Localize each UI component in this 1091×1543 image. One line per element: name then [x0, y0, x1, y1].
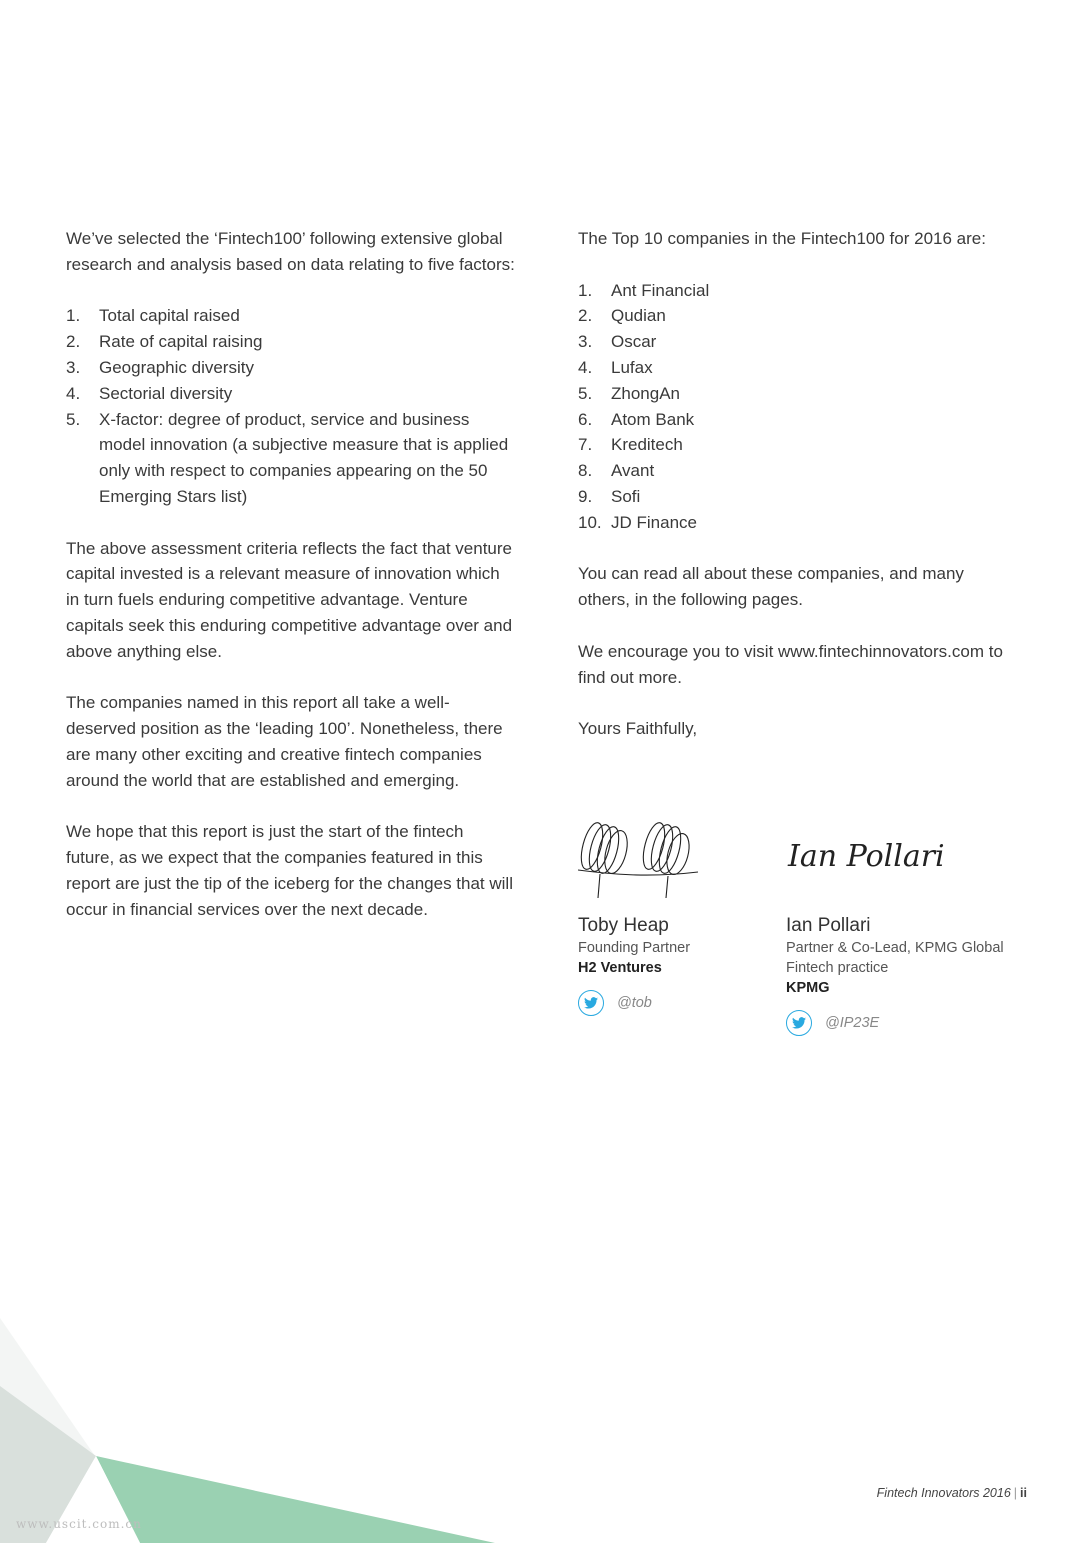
list-item: 5. ZhongAn [578, 383, 680, 403]
list-item: 3. Oscar [578, 332, 657, 352]
list-item: 4. Sectorial diversity [66, 383, 233, 403]
list-item: 9. Sofi [578, 486, 641, 506]
signature-ian-pollari-text: Ian Pollari [788, 839, 945, 874]
twitter-icon [786, 1010, 812, 1036]
right-paragraph-1: You can read all about these companies, and many others, in the following pages. [578, 564, 964, 610]
page-number: ii [1020, 1486, 1027, 1500]
factors-list [66, 303, 516, 509]
twitter-icon [578, 990, 604, 1016]
left-paragraph-3: We hope that this report is just the start of the fintech future, as we expect that the companies featured in this report are just the tip of the iceberg for the changes that will occur in financial services over the next decade. [66, 822, 513, 919]
list-item: 1. Ant Financial [578, 280, 710, 300]
list-item: 2. Qudian [578, 306, 666, 326]
footer-title: Fintech Innovators 2016 [876, 1486, 1011, 1500]
list-item: 3. Geographic diversity [66, 357, 254, 377]
right-intro: The Top 10 companies in the Fintech100 for 2016 are: [578, 229, 986, 248]
footer-separator: | [1013, 1486, 1018, 1500]
list-item: 8. Avant [578, 461, 655, 481]
list-item: 6. Atom Bank [578, 409, 695, 429]
left-column [66, 226, 516, 948]
closing-line: Yours Faithfully, [578, 719, 698, 739]
list-item: 7. Kreditech [578, 435, 683, 455]
signature-ian-pollari [786, 812, 986, 912]
page-footer [877, 1486, 1027, 1500]
list-item: 5. X-factor: degree of product, service and business model innovation (a subjective measure that is applied only with respect to companies appearing on the 50 Emerging Stars list) [66, 409, 509, 506]
signatory-name: Toby Heap [578, 915, 669, 936]
signatory-title: Founding Partner [578, 940, 691, 956]
twitter-handle: @tob [617, 995, 652, 1011]
twitter-link-toby[interactable] [578, 990, 768, 1016]
list-item: 4. Lufax [578, 357, 653, 377]
signature-toby-heap [578, 812, 708, 912]
signatory-org: H2 Ventures [578, 960, 662, 976]
left-intro: We’ve selected the ‘Fintech100’ following extensive global research and analysis based on data relating to five factors: [66, 229, 515, 274]
signatory-org: KPMG [786, 980, 830, 996]
watermark: www.uscit.com.cn [16, 1517, 142, 1531]
top10-list [578, 278, 1018, 536]
right-column [578, 226, 1018, 768]
left-paragraph-1: The above assessment criteria reflects the fact that venture capital invested is a relevant measure of innovation which in turn fuels enduring competitive advantage. Venture capitals seek this enduring competitive advantage over and above anything else. [66, 538, 513, 661]
left-paragraph-2: The companies named in this report all take a well-deserved position as the ‘leading 100’. Nonetheless, there are many other exciting and creative fintech companies around the world that are established and emerging. [66, 693, 503, 790]
signatory-title: Partner & Co-Lead, KPMG Global Fintech practice [786, 940, 1004, 976]
signatory-name: Ian Pollari [786, 915, 871, 936]
list-item: 10. JD Finance [578, 512, 697, 532]
corner-decoration [0, 1318, 500, 1543]
signatory-toby-heap [578, 812, 768, 1016]
list-item: 2. Rate of capital raising [66, 332, 263, 352]
twitter-handle: @IP23E [825, 1015, 880, 1031]
list-item: 1. Total capital raised [66, 306, 240, 326]
signatory-ian-pollari [786, 812, 1016, 1036]
right-paragraph-2: We encourage you to visit www.fintechinnovators.com to find out more. [578, 641, 1003, 687]
twitter-link-ian[interactable] [786, 1010, 1016, 1036]
